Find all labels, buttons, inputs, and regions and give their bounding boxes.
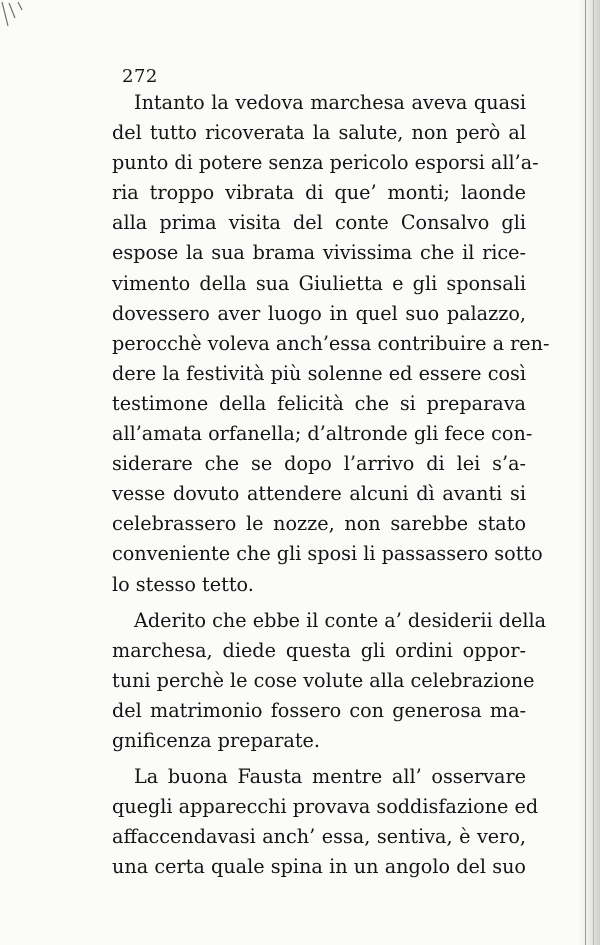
text-line: alla prima visita del conte Consalvo gli xyxy=(112,211,526,235)
text-line: siderare che se dopo l’arrivo di lei s’a- xyxy=(112,452,526,476)
text-line: quegli apparecchi provava soddisfazione ed xyxy=(112,795,539,819)
text-line: celebrassero le nozze, non sarebbe stato xyxy=(112,512,526,536)
page-number: 272 xyxy=(122,66,158,87)
text-line: affaccendavasi anch’ essa, sentiva, è vero, xyxy=(112,825,526,849)
text-line: perocchè voleva anch’essa contribuire a ren- xyxy=(112,331,550,355)
paragraph-1 xyxy=(112,88,550,600)
text-line: ria troppo vibrata di que’ monti; laonde xyxy=(112,181,526,205)
text-line: conveniente che gli sposi li passassero sotto xyxy=(112,542,543,566)
text-line: vimento della sua Giulietta e gli sponsali xyxy=(112,271,526,295)
text-line: tuni perchè le cose volute alla celebrazione xyxy=(112,668,535,692)
text-line: espose la sua brama vivissima che il rice- xyxy=(112,241,526,265)
text-line: vesse dovuto attendere alcuni dì avanti si xyxy=(112,482,526,506)
text-line: all’amata orfanella; d’altronde gli fece con- xyxy=(112,422,533,446)
page-corner-smudge xyxy=(0,0,34,30)
text-line: una certa quale spina in un angolo del suo xyxy=(112,855,526,879)
text-line: gnificenza preparate. xyxy=(112,728,320,752)
text-line: del matrimonio fossero con generosa ma- xyxy=(112,698,526,722)
text-line: del tutto ricoverata la salute, non però al xyxy=(112,121,526,145)
text-line: dovessero aver luogo in quel suo palazzo, xyxy=(112,301,526,325)
text-line: punto di potere senza pericolo esporsi all’a- xyxy=(112,151,539,175)
text-line: Intanto la vedova marchesa aveva quasi xyxy=(134,91,526,114)
body-text xyxy=(112,88,550,882)
text-line: marchesa, diede questa gli ordini oppor- xyxy=(112,638,526,662)
text-line: lo stesso tetto. xyxy=(112,572,254,596)
page-binding-edge xyxy=(578,0,600,945)
paragraph-2 xyxy=(112,606,547,756)
text-line: dere la festività più solenne ed essere così xyxy=(112,361,526,385)
text-line: La buona Fausta mentre all’ osservare xyxy=(134,765,526,789)
text-line: Aderito che ebbe il conte a’ desiderii della xyxy=(134,608,547,632)
paragraph-3 xyxy=(112,762,539,882)
page-edge-line xyxy=(593,0,594,945)
text-line: testimone della felicità che si preparava xyxy=(112,391,526,415)
page-edge-line xyxy=(585,0,586,945)
